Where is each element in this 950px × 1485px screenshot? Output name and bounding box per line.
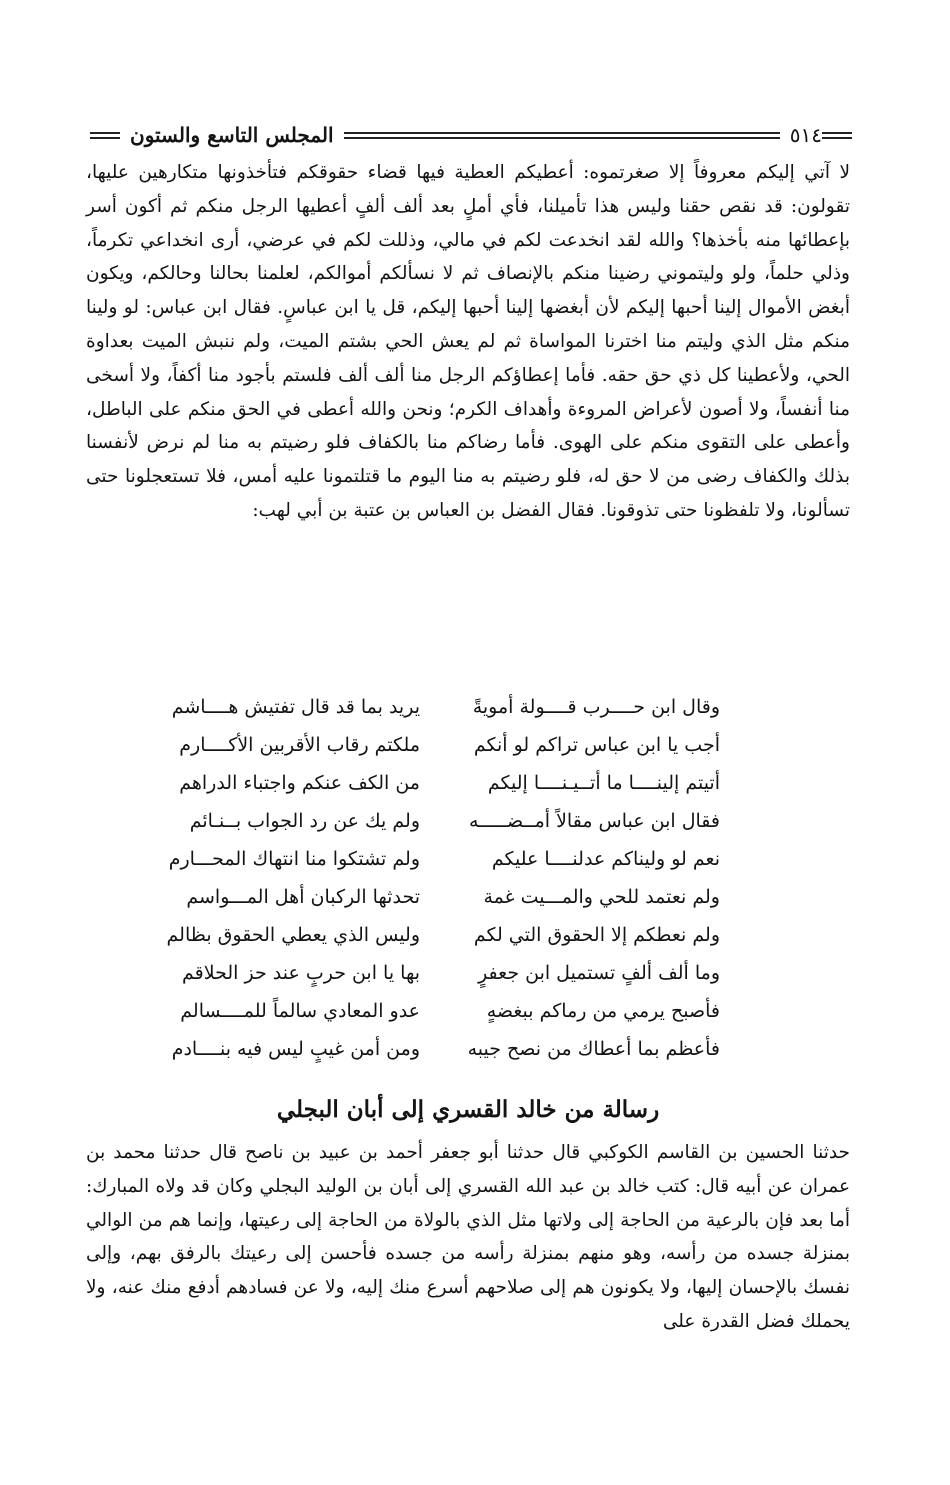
main-text	[86, 156, 850, 528]
poem-verse	[120, 802, 826, 840]
verse-first-hemistich: أتيتم إلينــــا ما أتــيـنــــا إليكم	[487, 772, 720, 794]
poem-verse	[120, 916, 826, 954]
verse-second-hemistich: ملكتم رقاب الأقربين الأكــــارم	[179, 734, 420, 756]
header-rule-middle	[344, 132, 780, 139]
verse-first-hemistich: نعم لو وليناكم عدلنــــا عليكم	[491, 848, 720, 870]
verse-first-hemistich: وما ألف ألفٍ تستميل ابن جعفرٍ	[478, 962, 720, 984]
page-header	[90, 120, 852, 150]
poem-verse	[120, 954, 826, 992]
verse-second-hemistich: ولم تشتكوا منا انتهاك المحـــارم	[168, 848, 420, 870]
header-rule-right	[822, 132, 852, 139]
verse-second-hemistich: يريد بما قد قال تفتيش هــــاشم	[171, 696, 420, 718]
poem-verse	[120, 840, 826, 878]
verse-first-hemistich: فأعظم بما أعطاك من نصح جيبه	[467, 1038, 720, 1060]
verse-second-hemistich: وليس الذي يعطي الحقوق بظالم	[166, 924, 420, 946]
poem-verse	[120, 1030, 826, 1068]
main-text-2	[86, 1136, 850, 1339]
paragraph-2: حدثنا الحسين بن القاسم الكوكبي قال حدثنا أبو جعفر أحمد بن عبيد بن ناصح قال حدثنا محمد بن عمران عن أبيه قال: كتب خالد بن عبد الله القسري إلى أبان بن الوليد البجلي وكان قد ولاه المبارك: أما بعد فإن بالرعية من الحاجة إلى ولاتها مثل الذي بالولاة من الحاجة إلى رعيتها، وإنما هم من الوالي بمنزلة جسده من رأسه، وهو منهم بمنزلة رأسه من جسده فأحسن إلى رعيتك بالرفق بهم، وإلى نفسك بالإحسان إليها، ولا يكونون هم إلى صلاحهم أسرع منك إليه، ولا عن فسادهم أدفع منك عنه، ولا يحملك فضل القدرة على	[86, 1142, 850, 1332]
header-rule-left	[90, 132, 120, 139]
section-title: رسالة من خالد القسري إلى أبان البجلي	[276, 1096, 660, 1123]
verse-second-hemistich: تحدثها الركبان أهل المـــواسم	[186, 886, 420, 908]
poem-verse	[120, 992, 826, 1030]
verse-second-hemistich: عدو المعادي سالماً للمــــسالم	[180, 1000, 420, 1022]
poem-verse	[120, 764, 826, 802]
poem	[120, 688, 826, 1068]
verse-first-hemistich: ولم نعتمد للحي والمـــيت غمة	[483, 886, 720, 908]
verse-first-hemistich: فقال ابن عباس مقالاً أمــضـــــه	[468, 810, 720, 832]
verse-second-hemistich: ولم يك عن رد الجواب بــنـائم	[189, 810, 420, 832]
verse-first-hemistich: أجب يا ابن عباس تراكم لو أنكم	[473, 734, 720, 756]
chapter-title: المجلس التاسع والستون	[130, 123, 334, 147]
verse-first-hemistich: وقال ابن حــــرب قــــولة أمويةً	[472, 696, 720, 718]
verse-first-hemistich: ولم نعطكم إلا الحقوق التي لكم	[473, 924, 720, 946]
verse-second-hemistich: ومن أمن غيبٍ ليس فيه بنــــادم	[171, 1038, 420, 1060]
verse-first-hemistich: فأصبح يرمي من رماكم ببغضهٍ	[486, 1000, 720, 1022]
poem-verse	[120, 878, 826, 916]
poem-verse	[120, 726, 826, 764]
verse-second-hemistich: بها يا ابن حربٍ عند حز الحلاقم	[182, 962, 420, 984]
paragraph-1: لا آتي إليكم معروفاً إلا صغرتموه: أعطيكم العطية فيها قضاء حقوقكم فتأخذونها متكارهين عليها، تقولون: قد نقص حقنا وليس هذا تأميلنا، فأي أملٍ بعد ألف ألفٍ أعطيها الرجل منكم ثم أكون أسر بإعطائها منه بأخذها؟ والله لقد انخدعت لكم في مالي، وذللت لكم في عرضي، أرى انخداعي تكرماً، وذلي حلماً، ولو وليتموني رضينا منكم بالإنصاف ثم لا نسألكم أموالكم، لعلمنا بحالنا وحالكم، ويكون أبغض الأموال إلينا أحبها إليكم لأن أبغضها إلينا أحبها إليكم، قل يا ابن عباسٍ. فقال ابن عباس: لو ولينا منكم مثل الذي وليتم منا اخترنا المواساة ثم لم يعش الحي بشتم الميت، ولم ننبش الميت بعداوة الحي، ولأعطينا كل ذي حق حقه. فأما إعطاؤكم الرجل منا ألف ألف فلستم بأجود منا أكفاً، ولا أسخى منا أنفساً، ولا أصون لأعراض المروءة وأهداف الكرم؛ ونحن والله أعطى في الحق منكم على الباطل، وأعطى على التقوى منكم على الهوى. فأما رضاكم منا بالكفاف فلو رضيتم به منا لم نرض لأنفسنا بذلك والكفاف رضى من لا حق له، فلو رضيتم به منا اليوم ما قتلتمونا عليه أمس، فلا تستعجلونا حتى تسألونا، ولا تلفظونا حتى تذوقونا. فقال الفضل بن العباس بن عتبة بن أبي لهب:	[86, 162, 850, 521]
verse-second-hemistich: من الكف عنكم واجتباء الدراهم	[179, 772, 420, 794]
page-number: ٥١٤	[789, 123, 822, 147]
poem-verse	[120, 688, 826, 726]
